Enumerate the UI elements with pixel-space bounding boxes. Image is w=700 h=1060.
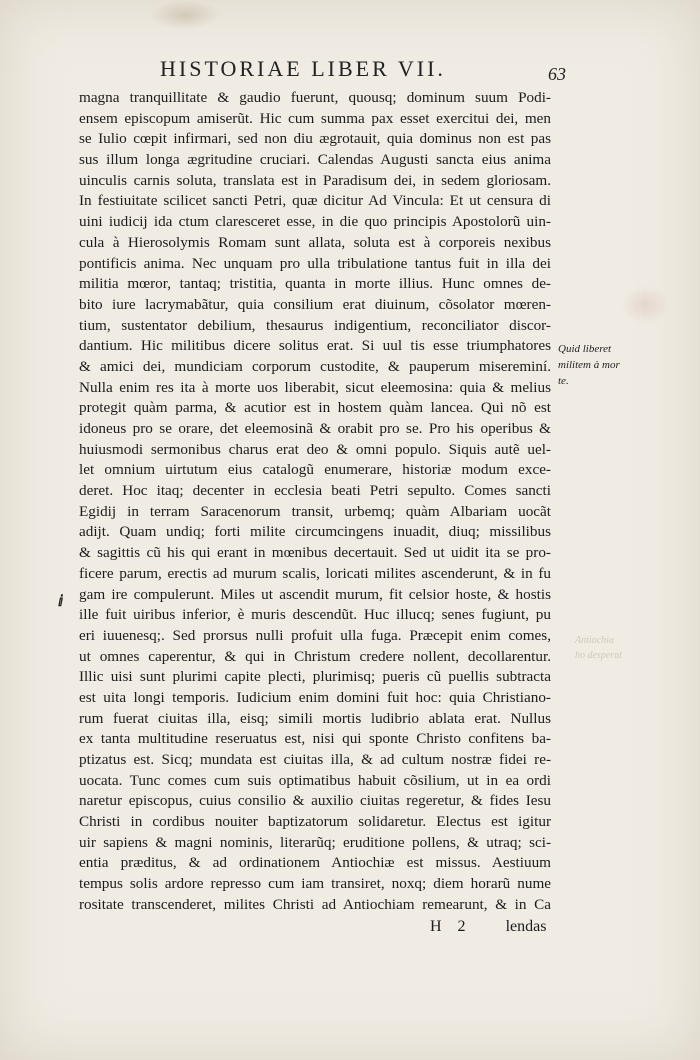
paper-stain [150,0,220,30]
text-line: Egidij in terram Saracenorum transit, urbemq; quàm Albariam uocãt [79,502,551,520]
text-line: & amici dei, mundiciam corporum custodite, & pauperum misereminí. [79,357,551,375]
text-line: & sagittis cũ his qui erant in mœnibus decertauit. Sed ut uidit ita se pro- [79,544,551,562]
text-line: tempus solis ardore represso cum iam transiret, noxq; diem horarũ nume [79,875,551,893]
marginal-note-line: te. [558,375,569,387]
text-line: ille fuit uiribus inferior, è muris descendũt. Huc illucq; senes fugiunt, pu [79,606,551,624]
text-line: uini iudicij ida ctum claresceret esse, in die quo principis Apostolorũ uin- [79,213,551,231]
text-line: militia mœror, tantaq; tristitia, quanta in morte illius. Hunc omnes de- [79,275,551,293]
text-block [79,88,551,916]
text-line: bito iure lacrymabãtur, quia consilium erat diuinum, cõsolator mœren- [79,295,551,313]
text-line: Nulla enim res ita à morte uos liberabit, sicut eleemosina: quia & melius [79,378,551,396]
text-line: dantium. Hic militibus dicere solitus erat. Si uul tis esse triumphatores [79,337,551,355]
text-line: eri iuuenesq;. Sed prorsus nulli profuit ulla fuga. Præcepit enim comes, [79,626,551,644]
text-line: cula à Hierosolymis Romam sunt allata, soluta est à corporeis nexibus [79,233,551,251]
text-line: Illic uisi sunt plurimi capite plecti, plurimisq; pueris cũ puellis subtracta [79,668,551,686]
signature-mark: H 2 [430,918,466,935]
marginal-note-line: Quid liberet [558,343,612,355]
marginal-note-line: Antiochia [575,635,614,646]
paper-stain [620,285,670,325]
faint-marginal-note [575,633,665,663]
marginal-note-line: ho desperat [575,650,622,661]
text-line: ut omnes caperentur, & qui in Christum credere nollent, decollarentur. [79,647,551,665]
marginal-note-line: militem à mor [558,359,620,371]
text-line: rum fuerat ciuitas illa, eisq; simili mortis ludibrio ablata erat. Nullus [79,709,551,727]
marginal-note [558,341,668,389]
text-line: gam ire compulerunt. Miles ut ascendit murum, fit celsior hoste, & hostis [79,585,551,603]
text-line: In festiuitate scilicet sancti Petri, quæ dicitur Ad Vincula: Et ut censura di [79,192,551,210]
text-line: tium, sustentator debilium, thesaurus indigentium, reconciliator discor- [79,316,551,334]
text-line: protegit quàm parma, & acutior est in hostem quàm lancea. Qui nõ est [79,399,551,417]
catchword: lendas [505,918,547,935]
text-line: deret. Hoc itaq; decenter in ecclesia beati Petri sepulto. Comes sancti [79,482,551,500]
text-line: Christi in cordibus nouiter baptizatorum solidaretur. Electus est igitur [79,813,551,831]
text-line: adijt. Quam undiq; forti milite circumcingens inuadit, diuq; missilibus [79,523,551,541]
text-line: ficere parum, erectis ad murum scalis, loricati milites ascenderunt, & in fu [79,564,551,582]
text-line: magna tranquillitate & gaudio fuerunt, quousq; dominum suum Podi- [79,89,551,106]
text-line: ensem episcopum amiserũt. Hic cum summa pax esset exercitui dei, men [79,109,551,127]
text-line: sus illum longa ægritudine cruciari. Calendas Augusti sancta eius anima [79,151,551,169]
text-line: uocata. Tunc comes cum suis optimatibus habuit cõsilium, ut in ea ordi [79,771,551,789]
margin-mark: ⅈ [58,594,64,610]
text-line: entia præditus, & ad ordinationem Antiochiæ est missus. Aestiuum [79,854,551,872]
text-line: uinculis carnis soluta, translata est in Paradisum dei, in sedem gloriosam. [79,171,551,189]
text-line: est uita longi temporis. Iudicium enim domini fuit hoc: quia Christiano- [79,688,551,706]
text-line: naretur episcopus, cuius consilio & auxilio ciuitas regeretur, & fides Iesu [79,792,551,810]
page-footer [430,918,570,936]
text-line: ptizatus est. Sicq; mundata est ciuitas illa, & ad cultum nostræ fidei re- [79,751,551,768]
text-line: huiusmodi sermonibus charus erat deo & omni populo. Siquis autẽ uel- [79,440,551,458]
text-line: idoneus pro se orare, det eleemosinã & orabit pro se. Pro his operibus & [79,420,551,437]
folio-number: 63 [548,64,566,84]
text-line: ex tanta multitudine reseruatus est, nisi qui sponte Christo confitens ba- [79,730,551,748]
text-line: let omnium uirtutum eius catalogũ enumerare, historiæ modum exce- [79,461,551,479]
text-line: se Iulio cœpit infirmari, sed non diu ægrotauit, quia dominus non est pas [79,130,551,148]
text-line: uir sapiens & magni nominis, literarũq; eruditione pollens, & utraq; sci- [79,833,551,851]
text-line: rositate transcenderet, milites Christi ad Antiochiam remearunt, & in Ca [79,895,551,913]
running-head: HISTORIAE LIBER VII. [160,56,446,81]
text-line: pontificis anima. Nec unquam pro ulla tribulatione tantus fuit in illa dei [79,254,551,272]
